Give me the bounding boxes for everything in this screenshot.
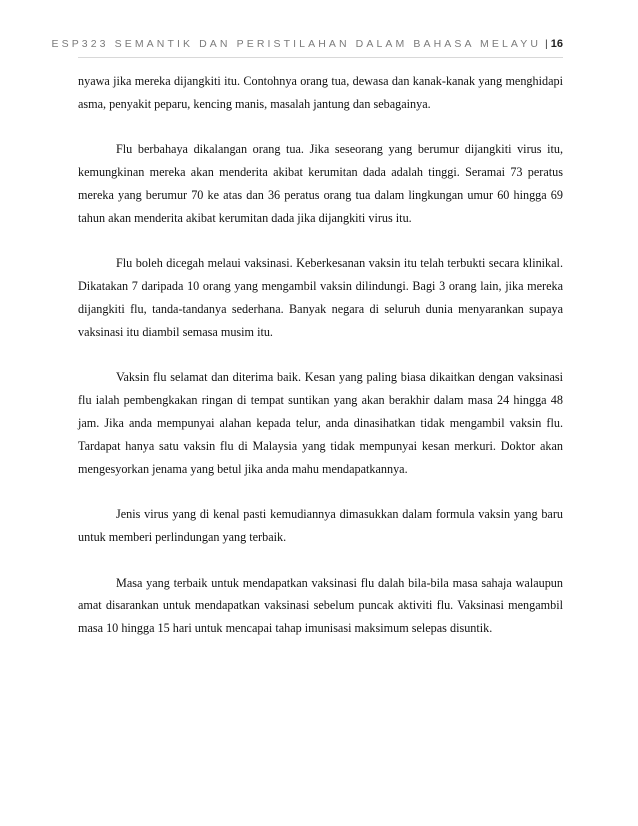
paragraph-continuation: nyawa jika mereka dijangkiti itu. Contohnya orang tua, dewasa dan kanak-kanak yang menghidapi asma, penyakit peparu, kencing manis, masalah jantung dan sebagainya.	[78, 74, 563, 111]
body-text	[78, 70, 563, 663]
paragraph-vaccine-safety: Vaksin flu selamat dan diterima baik. Kesan yang paling biasa dikaitkan dengan vaksinasi flu ialah pembengkakan ringan di tempat suntikan yang akan berakhir dalam masa 24 hingga 48 jam. Jika anda mempunyai alahan kepada telur, anda dinasihatkan tidak mengambil vaksin flu. Tardapat hanya satu vaksin flu di Malaysia yang tidak mempunyai kesan merkuri. Doktor akan mengesyorkan jenama yang betul jika anda mahu mendapatkannya.	[78, 370, 563, 476]
paragraph-elderly-risk: Flu berbahaya dikalangan orang tua. Jika seseorang yang berumur dijangkiti virus itu, kemungkinan mereka akan menderita akibat kerumitan dada adalah tinggi. Seramai 73 peratus mereka yang berumur 70 ke atas dan 36 peratus orang tua dalam lingkungan umur 60 hingga 69 tahun akan menderita akibat kerumitan dada jika dijangkiti virus itu.	[78, 142, 563, 225]
running-header	[51, 38, 563, 50]
header-title: ESP323 SEMANTIK DAN PERISTILAHAN DALAM BAHASA MELAYU	[51, 38, 542, 50]
paragraph-best-time: Masa yang terbaik untuk mendapatkan vaksinasi flu dalah bila-bila masa sahaja walaupun amat disarankan untuk mendapatkan vaksinasi sebelum puncak aktiviti flu. Vaksinasi mengambil masa 10 hingga 15 hari untuk mencapai tahap imunisasi maksimum selepas disuntik.	[78, 575, 563, 636]
header-separator: |	[545, 38, 548, 50]
paragraph-virus-strains: Jenis virus yang di kenal pasti kemudiannya dimasukkan dalam formula vaksin yang baru untuk memberi perlindungan yang terbaik.	[78, 507, 563, 544]
paragraph-prevention: Flu boleh dicegah melaui vaksinasi. Keberkesanan vaksin itu telah terbukti secara klinikal. Dikatakan 7 daripada 10 orang yang mengambil vaksin dilindungi. Bagi 3 orang lain, jika mereka dijangkiti flu, tanda-tandanya sederhana. Banyak negara di seluruh dunia menyarankan supaya vaksinasi itu diambil semasa musim itu.	[78, 256, 563, 339]
page-number: 16	[550, 38, 563, 50]
header-rule	[78, 57, 563, 58]
